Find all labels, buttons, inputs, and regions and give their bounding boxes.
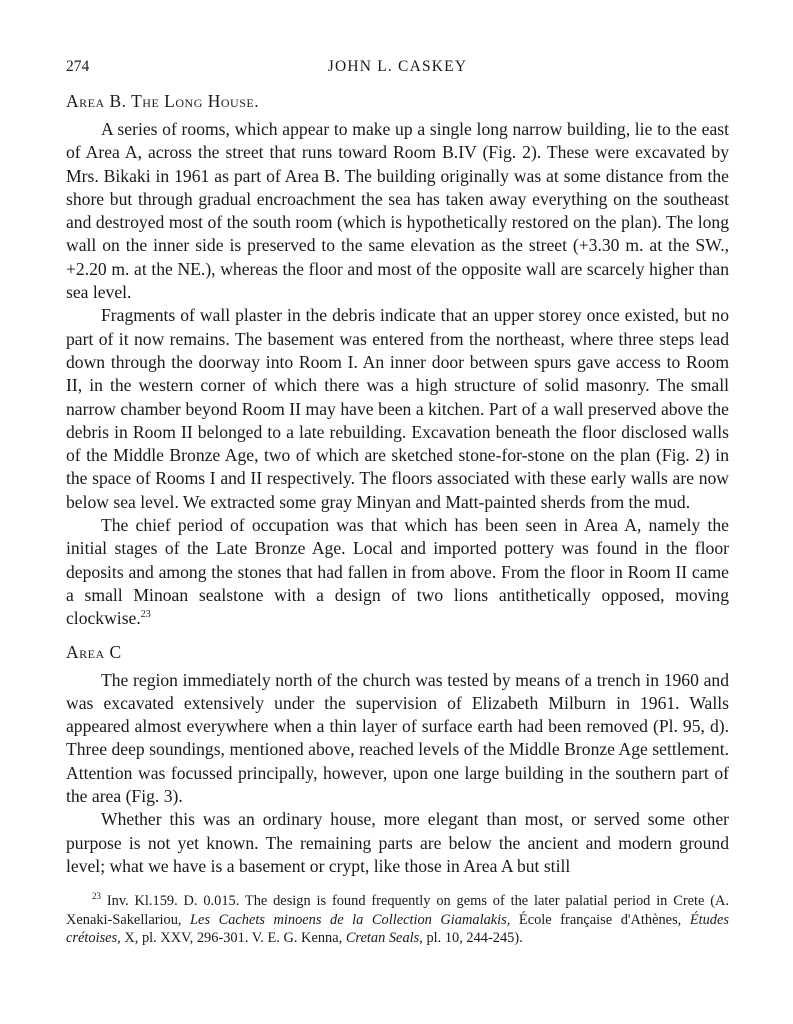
footnote (66, 892, 729, 948)
page-number: 274 (66, 58, 90, 75)
footnote-title: Cretan Seals, (345, 930, 423, 947)
paragraph: Whether this was an ordinary house, more elegant than most, or served some other purpose is not yet known. The remaining parts are below the ancient and modern ground level; what we have is a basement or crypt, like those in Area A but still (66, 809, 729, 876)
section-heading-area-c: Area C (66, 641, 122, 662)
footnote-text: Inv. Kl.159. D. 0.015. The design is found frequently on gems of the later palatial period in Crete (A. Xenaki-Sakellariou, (66, 893, 729, 928)
running-head: JOHN L. CASKEY (327, 58, 468, 75)
section-heading-area-b: Area B. The Long House. (66, 91, 260, 111)
footnote-number: 23 (92, 891, 101, 902)
footnote-title: Études crétoises, (66, 911, 729, 947)
paragraph: Fragments of wall plaster in the debris indicate that an upper storey once existed, but no part of it now remains. The basement was entered from the northeast, where three steps lead down through the doorway into Room I. An inner door between spurs gave access to Room II, in the western corner of which there was a high structure of solid masonry. The small narrow chamber beyond Room II may have been a kitchen. Part of a wall preserved above the debris in Room II belonged to a late rebuilding. Excavation beneath the floor disclosed walls of the Middle Bronze Age, two of which are sketched stone-for-stone on the plan (Fig. 2) in the space of Rooms I and II respectively. The floors associated with these early walls are now below sea level. We extracted some gray Minyan and Matt-painted sherds from the mud. (66, 305, 729, 512)
footnote-title: Les Cachets minoens de la Collection Giamalakis, (190, 911, 511, 928)
paragraph: A series of rooms, which appear to make up a single long narrow building, lie to the east of Area A, across the street that runs toward Room B.IV (Fig. 2). These were excavated by Mrs. Bikaki in 1961 as part of Area B. The building originally was at some distance from the shore but through gradual encroachment the sea has taken away everything on the southeast and destroyed most of the south room (which is hypothetically restored on the plan). The long wall on the inner side is preserved to the same elevation as the street (+3.30 m. at the SW., +2.20 m. at the NE.), whereas the floor and most of the opposite wall are scarcely higher than sea level. (66, 119, 729, 303)
footnote-text: École française d'Athènes, (510, 911, 690, 928)
paragraph: The region immediately north of the church was tested by means of a trench in 1960 and was excavated extensively under the supervision of Elizabeth Milburn in 1961. Walls appeared almost everywhere when a thin layer of surface earth had been removed (Pl. 95, d). Three deep soundings, mentioned above, reached levels of the Middle Bronze Age settlement. Attention was focussed principally, however, upon one large building in the southern part of the area (Fig. 3). (66, 669, 729, 807)
footnote-text: pl. 10, 244-245). (422, 930, 523, 947)
page (66, 56, 729, 948)
footnote-reference[interactable]: 23 (140, 609, 151, 621)
footnote-text: X, pl. XXV, 296-301. V. E. G. Kenna, (120, 930, 346, 947)
paragraph-text: The chief period of occupation was that which has been seen in Area A, namely the initial stages of the Late Bronze Age. Local and imported pottery was found in the floor deposits and among the stones that had fallen in from above. From the floor in Room II came a small Minoan sealstone with a design of two lions antithetically opposed, moving clockwise. (66, 515, 729, 629)
paragraph (66, 514, 729, 630)
page-header (66, 56, 729, 82)
